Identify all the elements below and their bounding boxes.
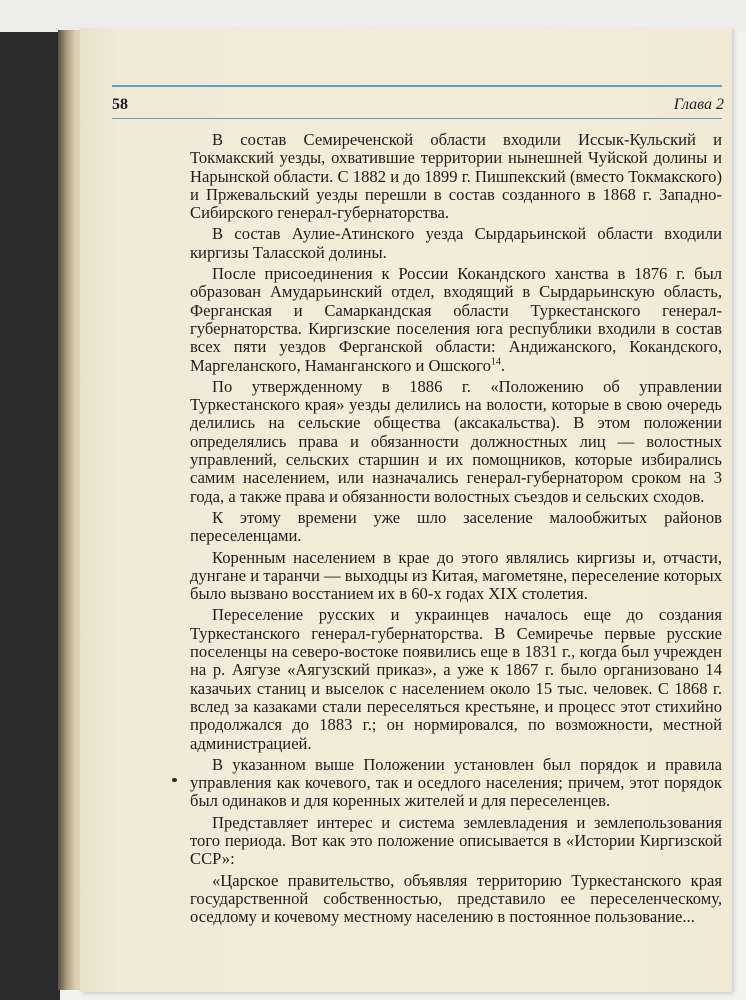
header-rule-top: [112, 85, 722, 87]
paragraph-5: К этому времени уже шло заселение малообжитых районов переселенцами.: [190, 507, 722, 546]
paragraph-6: Коренным населением в крае до этого являлись киргизы и, отчасти, дунгане и таранчи — выходцы из Китая, магометяне, переселение которых было вызвано восстанием их в 60-х годах XIX столетия.: [190, 547, 722, 604]
paragraph-7: Переселение русских и украинцев началось еще до создания Туркестанского генерал-губернаторства. В Семиречье первые русские поселенцы на северо-востоке появились еще в 1831 г., когда был учрежден на р. Аягузе «Аягузский приказ», а уже к 1867 г. было организовано 14 казачьих станиц и выселок с населением около 15 тыс. человек. С 1868 г. вслед за казаками стали переселяться крестьяне, и процесс этот стихийно продолжался до 1883 г.; он нормировался, по возможности, местной администрацией.: [190, 605, 722, 753]
paragraph-3-text: После присоединения к России Кокандского ханства в 1876 г. был образован Амударьинский отдел, входящий в Сырдарьинскую область, Ферганская и Самаркандская области Туркестанского генерал-губернаторства. Киргизские поселения юга республики входили в состав всех пяти уездов Ферганской области: Андижанского, Кокандского, Маргеланского, Наманганского и Ошского: [190, 264, 722, 375]
body-text: [190, 131, 722, 929]
paragraph-3: После присоединения к России Кокандского ханства в 1876 г. был образован Амударьинский отдел, входящий в Сырдарьинскую область, Ферганская и Самаркандская области Туркестанского генерал-губернаторства. Киргизские поселения юга республики входили в состав всех пяти уездов Ферганской области: Андижанского, Кокандского, Маргеланского, Наманганского и Ошского$^{14}$.: [190, 264, 722, 375]
book-spine-shadow: [0, 32, 60, 1000]
page-number: 58: [112, 96, 128, 113]
paragraph-4: По утвержденному в 1886 г. «Положению об управлении Туркестанского края» уезды делились на волости, которые в свою очередь делились на сельские общества (аксакальства). В этом положении определялись права и обязанности должностных лиц — волостных управлений, сельских старшин и их помощников, которые избирались самим населением, или назначались генерал-губернатором сроком на 3 года, а также права и обязанности волостных съездов и сельских сходов.: [190, 376, 722, 506]
paragraph-10-quote: «Царское правительство, объявляя территорию Туркестанского края государственной собственностью, представило ее переселенческому, оседлому и кочевому местному населению в постоянное пользование...: [190, 870, 722, 927]
footnote-marker[interactable]: 14: [490, 356, 501, 368]
paragraph-2: В состав Аулие-Атинского уезда Сырдарьинской области входили киргизы Таласской долины.: [190, 224, 722, 262]
header-rule-bottom: [112, 118, 722, 119]
paragraph-8: В указанном выше Положении установлен был порядок и правила управления как кочевого, так и оседлого населения; причем, этот порядок был одинаков и для коренных жителей и для переселенцев.: [190, 754, 722, 811]
page-stack-edge: [58, 30, 82, 990]
paragraph-1: В состав Семиреченской области входили Иссык-Кульский и Токмакский уезды, охватившие территории нынешней Чуйской долины и Нарынской области. С 1882 и до 1899 г. Пишпекский (вместо Токмакского) и Пржевальский уезды перешли в состав созданного в 1868 г. Западно-Сибирского генерал-губернаторства.: [190, 130, 722, 223]
paragraph-9: Представляет интерес и система землевладения и землепользования того периода. Вот как это положение описывается в «Истории Киргизской ССР»:: [190, 812, 722, 869]
running-head-chapter: Глава 2: [673, 96, 724, 113]
ink-speck: [172, 778, 177, 782]
